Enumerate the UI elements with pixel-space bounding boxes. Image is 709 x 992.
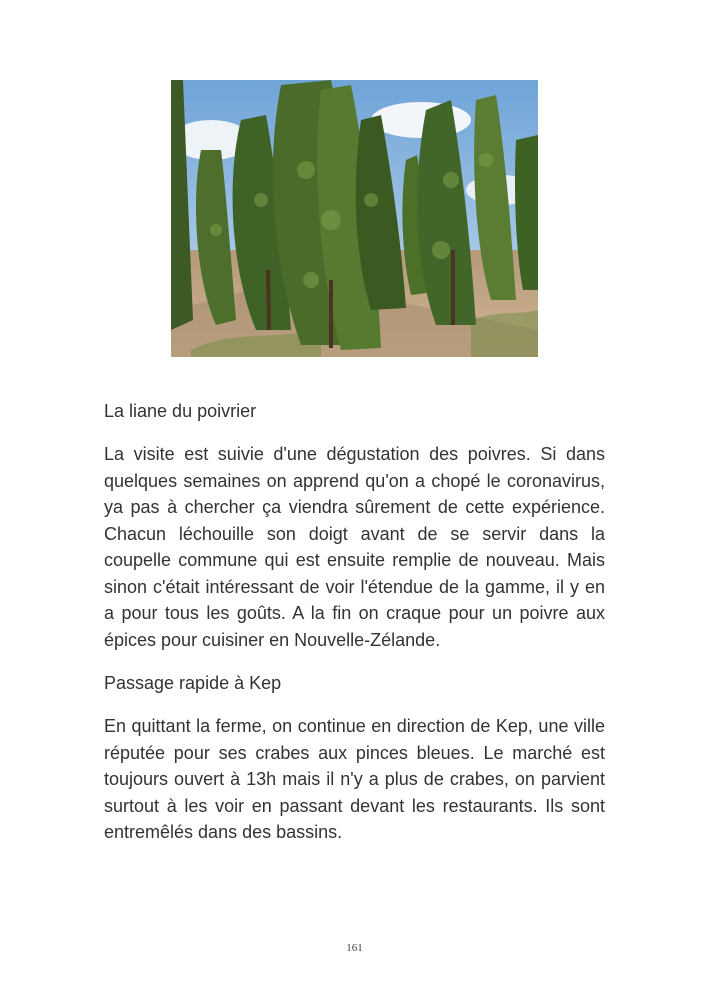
paragraph-kep: En quittant la ferme, on continue en direction de Kep, une ville réputée pour ses crabes aux pinces bleues. Le marché est toujours ouvert à 13h mais il n'y a plus de crabes, on parvient surtout à les voir en passant devant les restaurants. Ils sont entremêlés dans des bassins. bbox=[104, 716, 605, 842]
section-heading-pepper-vine: La liane du poivrier bbox=[104, 401, 257, 421]
page-body bbox=[104, 398, 605, 863]
page-number: 161 bbox=[346, 942, 363, 954]
paragraph-tasting: La visite est suivie d'une dégustation des poivres. Si dans quelques semaines on apprend qu'on a chopé le coronavirus, ya pas à chercher ça viendra sûrement de cette expérience. Chacun léchouille son doigt avant de se servir dans la coupelle commune qui est ensuite remplie de nouveau. Mais sinon c'était intéressant de voir l'étendue de la gamme, il y en a pour tous les goûts. A la fin on craque pour un poivre aux épices pour cuisiner en Nouvelle-Zélande. bbox=[104, 444, 605, 650]
section-heading-kep: Passage rapide à Kep bbox=[104, 673, 282, 693]
pepper-vines-photo bbox=[171, 80, 538, 357]
pepper-plantation-image bbox=[171, 80, 538, 357]
